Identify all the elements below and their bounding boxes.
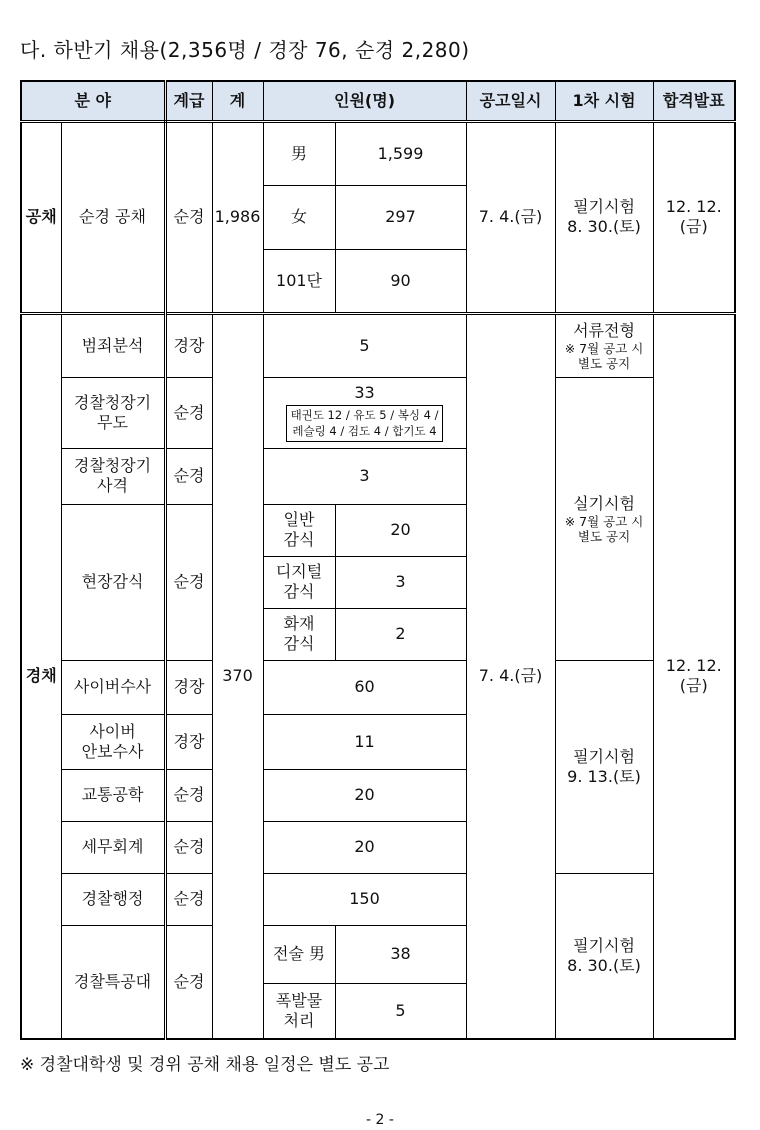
header-rank: 계급	[165, 81, 212, 121]
rank-cell: 순경	[165, 448, 212, 504]
field-cell: 사이버수사	[61, 660, 165, 714]
count-cell: 11	[263, 714, 466, 769]
header-count: 인원(명)	[263, 81, 466, 121]
field-cell: 현장감식	[61, 504, 165, 660]
table-row	[21, 313, 735, 377]
martial-detail-box	[286, 405, 444, 442]
exam-date: 9. 13.(토)	[567, 766, 641, 786]
count-cell: 20	[263, 821, 466, 873]
rank-cell: 경장	[165, 313, 212, 377]
count-cell: 2	[335, 608, 466, 660]
count-cell: 1,599	[335, 121, 466, 185]
count-cell: 5	[263, 313, 466, 377]
count-cell: 38	[335, 925, 466, 983]
field-cell: 경찰특공대	[61, 925, 165, 1039]
notice-date-cell: 7. 4.(금)	[466, 313, 555, 1039]
exam-note: ※ 7월 공고 시	[564, 513, 644, 529]
field-cell	[61, 377, 165, 448]
exam-title: 서류전형	[573, 320, 635, 340]
sub-label-line: 일반	[283, 510, 315, 529]
footnote: ※ 경찰대학생 및 경위 공채 채용 일정은 별도 공고	[20, 1055, 390, 1075]
count-cell: 90	[335, 249, 466, 313]
exam-cell	[555, 121, 653, 313]
header-result: 합격발표	[653, 81, 735, 121]
category-gongchae: 공채	[21, 121, 61, 313]
exam-title: 필기시험	[573, 746, 635, 766]
field-cell: 범죄분석	[61, 313, 165, 377]
field-line: 무도	[97, 412, 128, 432]
rank-cell: 순경	[165, 769, 212, 821]
exam-date: 8. 30.(토)	[567, 217, 641, 236]
exam-title: 필기시험	[573, 197, 635, 216]
header-field: 분 야	[21, 81, 165, 121]
field-line: 경찰청장기	[73, 456, 152, 475]
count-value: 33	[354, 382, 375, 402]
field-cell: 경찰행정	[61, 873, 165, 925]
sub-label-cell: 전술 男	[263, 925, 335, 983]
rank-cell: 경장	[165, 714, 212, 769]
total-cell: 370	[212, 313, 263, 1039]
field-cell: 세무회계	[61, 821, 165, 873]
result-cell: 12. 12.(금)	[653, 121, 735, 313]
sub-label-line: 처리	[283, 1010, 315, 1030]
sub-label-cell: 男	[263, 121, 335, 185]
rank-cell: 순경	[165, 821, 212, 873]
detail-line: 태권도 12 / 유도 5 / 복싱 4 /	[290, 407, 439, 422]
rank-cell: 순경	[165, 121, 212, 313]
exam-note: ※ 7월 공고 시	[564, 340, 644, 356]
exam-note: 별도 공지	[577, 528, 631, 544]
exam-date: 8. 30.(토)	[567, 955, 641, 975]
header-total: 계	[212, 81, 263, 121]
field-line: 사이버	[89, 721, 136, 741]
table-row	[21, 121, 735, 185]
exam-cell	[555, 660, 653, 873]
sub-label-cell: 101단	[263, 249, 335, 313]
table-row	[21, 377, 735, 448]
sub-label-line: 감식	[283, 634, 315, 653]
table-row	[21, 660, 735, 714]
exam-cell	[555, 873, 653, 1039]
field-line: 안보수사	[81, 741, 144, 761]
sub-label-line: 디지털	[275, 562, 323, 581]
count-cell: 297	[335, 185, 466, 249]
page-number: - 2 -	[366, 1112, 394, 1128]
count-cell: 60	[263, 660, 466, 714]
exam-cell	[555, 377, 653, 660]
rank-cell: 경장	[165, 660, 212, 714]
sub-label-line: 폭발물	[275, 990, 323, 1010]
exam-title: 필기시험	[573, 935, 635, 955]
rank-cell: 순경	[165, 925, 212, 1039]
rank-cell: 순경	[165, 377, 212, 448]
count-cell: 3	[335, 556, 466, 608]
count-cell: 20	[263, 769, 466, 821]
header-first-exam: 1차 시험	[555, 81, 653, 121]
field-cell: 교통공학	[61, 769, 165, 821]
sub-label-cell	[263, 608, 335, 660]
category-gyeongchae: 경채	[21, 313, 61, 1039]
rank-cell: 순경	[165, 873, 212, 925]
count-cell: 3	[263, 448, 466, 504]
sub-label-line: 화재	[283, 614, 315, 633]
field-cell: 순경 공채	[61, 121, 165, 313]
count-cell	[263, 377, 466, 448]
field-line: 사격	[97, 476, 128, 495]
sub-label-cell	[263, 556, 335, 608]
exam-title: 실기시험	[573, 493, 635, 513]
table-row	[21, 873, 735, 925]
count-cell: 150	[263, 873, 466, 925]
recruitment-schedule-table	[20, 80, 736, 1040]
sub-label-line: 감식	[283, 582, 315, 601]
exam-note: 별도 공지	[577, 355, 631, 371]
field-line: 경찰청장기	[73, 392, 152, 412]
exam-cell	[555, 313, 653, 377]
sub-label-cell	[263, 983, 335, 1039]
total-cell: 1,986	[212, 121, 263, 313]
section-heading: 다. 하반기 채용(2,356명 / 경장 76, 순경 2,280)	[20, 38, 470, 62]
table-header-row	[21, 81, 735, 121]
sub-label-cell: 女	[263, 185, 335, 249]
count-cell: 20	[335, 504, 466, 556]
sub-label-line: 감식	[283, 530, 315, 549]
count-cell: 5	[335, 983, 466, 1039]
result-cell: 12. 12.(금)	[653, 313, 735, 1039]
field-cell	[61, 448, 165, 504]
header-notice-date: 공고일시	[466, 81, 555, 121]
rank-cell: 순경	[165, 504, 212, 660]
field-cell	[61, 714, 165, 769]
sub-label-cell	[263, 504, 335, 556]
detail-line: 레슬링 4 / 검도 4 / 합기도 4	[292, 423, 437, 438]
notice-date-cell: 7. 4.(금)	[466, 121, 555, 313]
